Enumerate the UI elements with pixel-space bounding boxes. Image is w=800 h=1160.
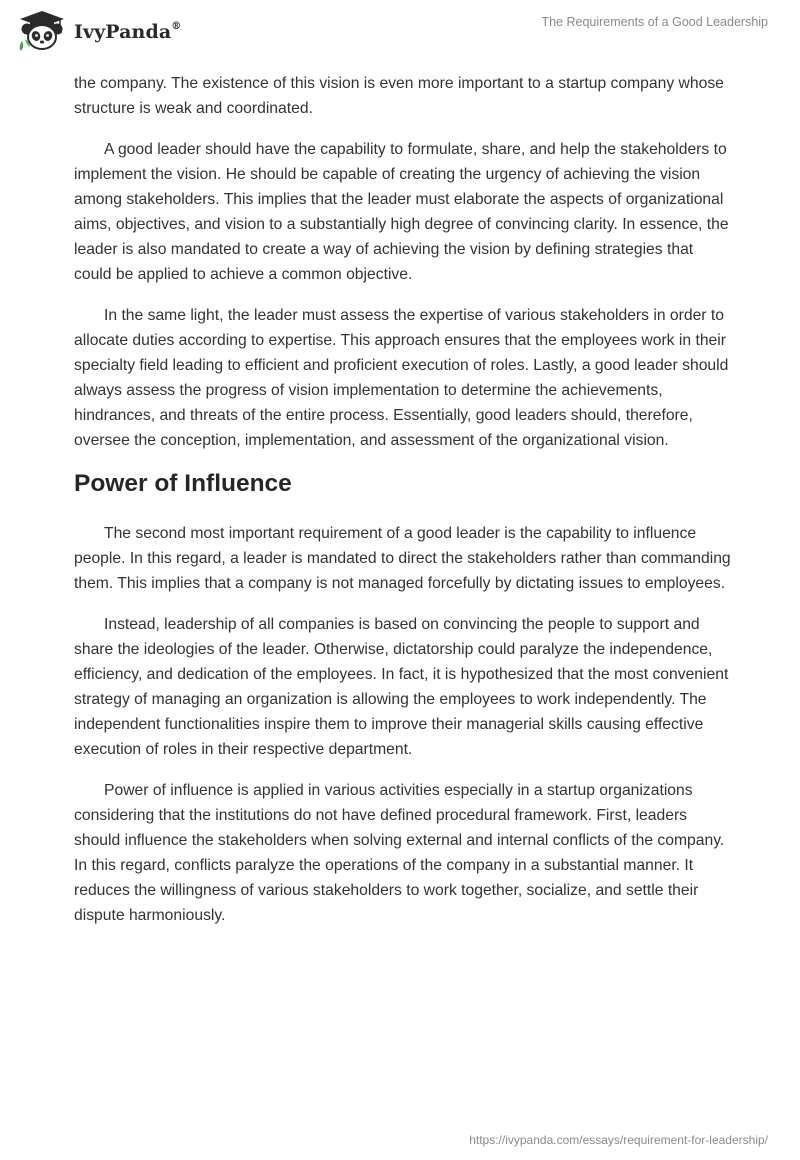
panda-logo-icon xyxy=(16,9,68,51)
logo[interactable] xyxy=(16,9,181,51)
paragraph: In the same light, the leader must assess the expertise of various stakeholders in order to allocate duties according to expertise. This approach ensures that the employees work in their specialty field leading to efficient and proficient execution of roles. Lastly, a good leader should always assess the progress of vision implementation to determine the achievements, hindrances, and threats of the entire process. Essentially, good leaders should, therefore, oversee the conception, implementation, and assessment of the organizational vision. xyxy=(74,307,729,449)
logo-text: IvyPanda® xyxy=(74,20,182,43)
paragraph: the company. The existence of this vision is even more important to a startup company whose structure is weak and coordinated. xyxy=(74,75,724,117)
paragraph: Instead, leadership of all companies is based on convincing the people to support and share the ideologies of the leader. Otherwise, dictatorship could paralyze the independence, efficiency, and dedication of the employees. In fact, it is hypothesized that the most convenient strategy of managing an organization is allowing the employees to work independently. The independent functionalities inspire them to improve their managerial skills causing effective execution of roles in their respective department. xyxy=(74,616,729,758)
paragraph: The second most important requirement of a good leader is the capability to influence people. In this regard, a leader is mandated to direct the stakeholders rather than commanding them. This implies that a company is not managed forcefully by dictating issues to employees. xyxy=(74,525,731,592)
paragraph: Power of influence is applied in various activities especially in a startup organizations considering that the institutions do not have defined procedural framework. First, leaders should influence the stakeholders when solving external and internal conflicts of the company. In this regard, conflicts paralyze the operations of the company in a substantial manner. It reduces the willingness of various stakeholders to work together, socialize, and settle their dispute harmoniously. xyxy=(74,782,725,924)
document-title: The Requirements of a Good Leadership xyxy=(541,15,768,29)
section-heading: Power of Influence xyxy=(74,470,292,497)
source-url[interactable]: https://ivypanda.com/essays/requirement-for-leadership/ xyxy=(469,1133,768,1147)
essay-content xyxy=(74,70,734,944)
paragraph: A good leader should have the capability to formulate, share, and help the stakeholders to implement the vision. He should be capable of creating the urgency of achieving the vision among stakeholders. This implies that the leader must elaborate the aspects of organizational aims, objectives, and vision to a substantially high degree of convincing clarity. In essence, the leader is also mandated to create a way of achieving the vision by defining strategies that could be applied to achieve a common objective. xyxy=(74,141,729,283)
page-header xyxy=(0,0,800,70)
